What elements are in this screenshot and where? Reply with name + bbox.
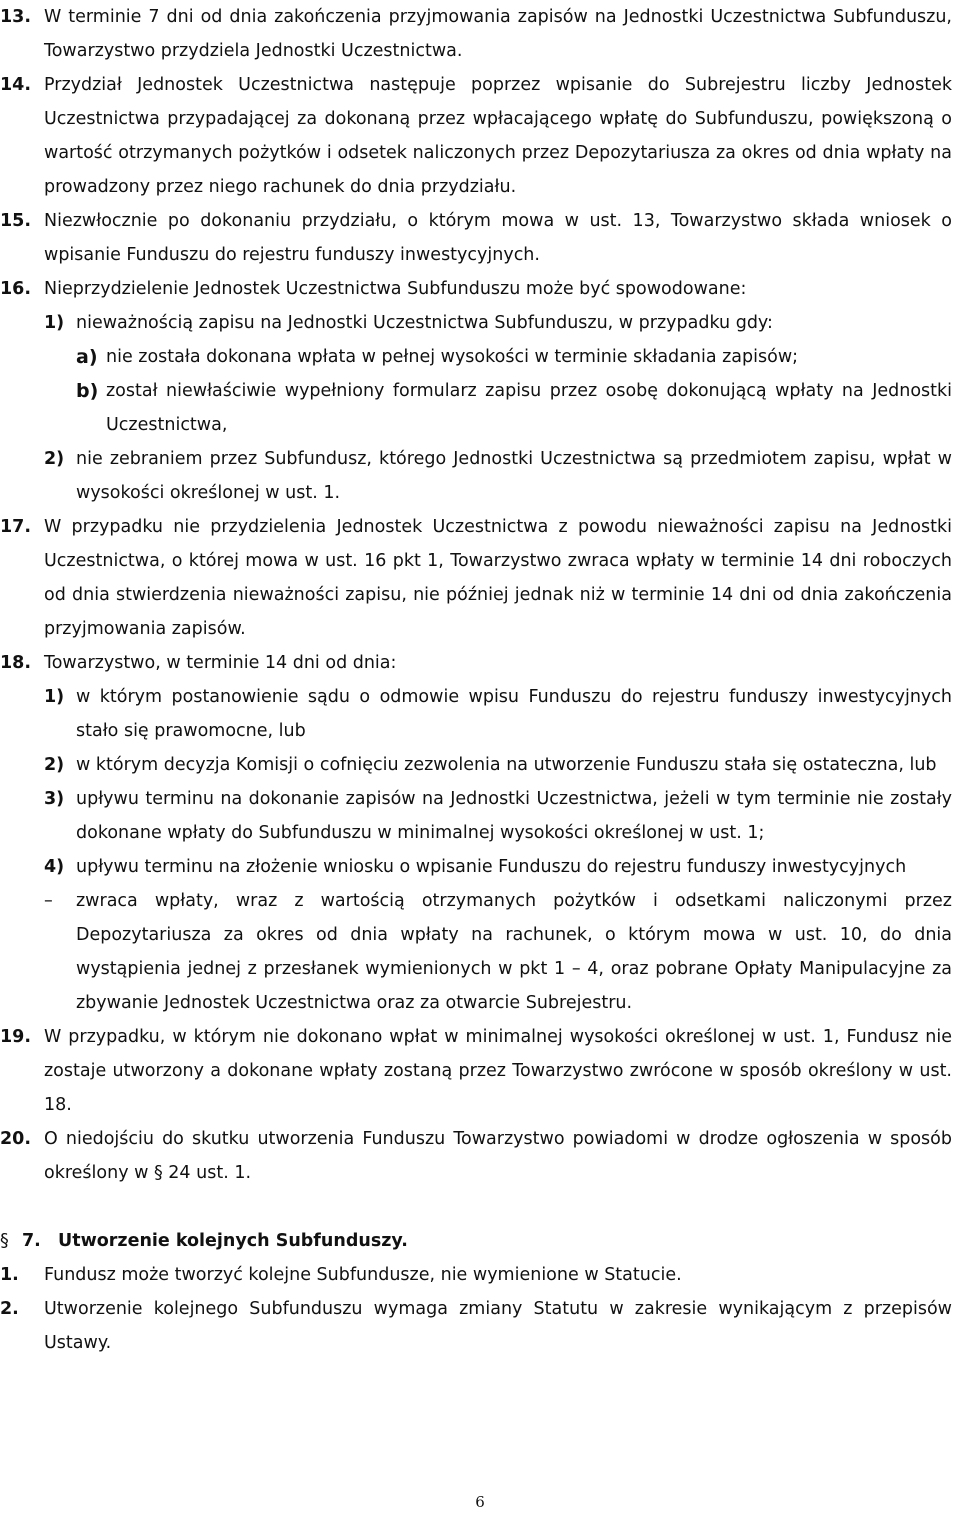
paragraph-16 <box>0 272 952 510</box>
list-item <box>0 850 952 884</box>
list-tail <box>0 884 952 1020</box>
list-item-text: nie zebraniem przez Subfundusz, którego Jednostki Uczestnictwa są przedmiotem zapisu, wpłat w wysokości określonej w ust. 1. <box>76 449 952 503</box>
paragraph-number: 15. <box>0 211 32 231</box>
list-item <box>0 782 952 850</box>
section-item-number: 2. <box>0 1299 19 1319</box>
section-item-text: Fundusz może tworzyć kolejne Subfundusze, nie wymienione w Statucie. <box>44 1265 682 1285</box>
section-item-text: Utworzenie kolejnego Subfunduszu wymaga zmiany Statutu w zakresie wynikającym z przepisów Ustawy. <box>44 1299 952 1353</box>
paragraph-number: 13. <box>0 7 32 27</box>
paragraph-text: Niezwłocznie po dokonaniu przydziału, o którym mowa w ust. 13, Towarzystwo składa wniosek o wpisanie Funduszu do rejestru funduszy inwestycyjnych. <box>44 211 952 265</box>
section-item <box>0 1258 952 1292</box>
paragraph-14 <box>0 68 952 204</box>
section-heading <box>0 1224 952 1258</box>
paragraph-20 <box>0 1122 952 1190</box>
paragraph-19 <box>0 1020 952 1122</box>
paragraph-13 <box>0 0 952 68</box>
list-tail-text: zwraca wpłaty, wraz z wartością otrzymanych pożytków i odsetkami naliczonymi przez Depozytariusza za okres od dnia wpłaty na rachunek, o którym mowa w ust. 10, do dnia wystąpienia jednej z przesłanek wymienionych w pkt 1 – 4, oraz pobrane Opłaty Manipulacyjne za zbywanie Jednostek Uczestnictwa oraz za otwarcie Subrejestru. <box>76 891 952 1013</box>
sub-list-item-text: został niewłaściwie wypełniony formularz zapisu przez osobę dokonującą wpłaty na Jednostki Uczestnictwa, <box>106 381 952 435</box>
sub-list-item-letter: a) <box>76 346 98 368</box>
sub-list-item <box>0 340 952 374</box>
paragraph-number: 20. <box>0 1129 32 1149</box>
paragraph-text: O niedojściu do skutku utworzenia Funduszu Towarzystwo powiadomi w drodze ogłoszenia w sposób określony w § 24 ust. 1. <box>44 1129 952 1183</box>
page-number: 6 <box>475 1493 485 1511</box>
list-item-number: 4) <box>44 857 65 877</box>
paragraph-text: W przypadku nie przydzielenia Jednostek Uczestnictwa z powodu nieważności zapisu na Jednostki Uczestnictwa, o której mowa w ust. 16 pkt 1, Towarzystwo zwraca wpłaty w terminie 14 dni roboczych od dnia stwierdzenia nieważności zapisu, nie później jednak niż w terminie 14 dni od dnia zakończenia przyjmowania zapisów. <box>44 517 952 639</box>
list-item <box>0 442 952 510</box>
list-item <box>0 680 952 748</box>
paragraph-number: 14. <box>0 75 32 95</box>
paragraph-text: W terminie 7 dni od dnia zakończenia przyjmowania zapisów na Jednostki Uczestnictwa Subfunduszu, Towarzystwo przydziela Jednostki Uczestnictwa. <box>44 7 952 61</box>
list-item-text: w którym decyzja Komisji o cofnięciu zezwolenia na utworzenie Funduszu stała się ostateczna, lub <box>76 755 937 775</box>
list-item-text: upływu terminu na złożenie wniosku o wpisanie Funduszu do rejestru funduszy inwestycyjnych <box>76 857 907 877</box>
list-item-number: 2) <box>44 755 65 775</box>
list-item-number: 3) <box>44 789 65 809</box>
list-item-number: 2) <box>44 449 65 469</box>
list-item-number: 1) <box>44 687 65 707</box>
paragraph-text: W przypadku, w którym nie dokonano wpłat w minimalnej wysokości określonej w ust. 1, Fundusz nie zostaje utworzony a dokonane wpłaty zostaną przez Towarzystwo zwrócone w sposób określony w ust. 18. <box>44 1027 952 1115</box>
section-item <box>0 1292 952 1360</box>
section-symbol: § <box>0 1231 9 1251</box>
paragraph-number: 16. <box>0 279 32 299</box>
paragraph-15 <box>0 204 952 272</box>
paragraph-text: Przydział Jednostek Uczestnictwa następuje poprzez wpisanie do Subrejestru liczby Jednostek Uczestnictwa przypadającej za dokonaną przez wpłacającego wpłatę do Subfunduszu, powiększoną o wartość otrzymanych pożytków i odsetek naliczonych przez Depozytariusza za okres od dnia wpłaty na prowadzony przez niego rachunek do dnia przydziału. <box>44 75 952 197</box>
paragraph-text: Towarzystwo, w terminie 14 dni od dnia: <box>44 653 397 673</box>
paragraph-text: Nieprzydzielenie Jednostek Uczestnictwa Subfunduszu może być spowodowane: <box>44 279 747 299</box>
list-item-text: upływu terminu na dokonanie zapisów na Jednostki Uczestnictwa, jeżeli w tym terminie nie zostały dokonane wpłaty do Subfunduszu w minimalnej wysokości określonej w ust. 1; <box>76 789 952 843</box>
section-title: Utworzenie kolejnych Subfunduszy. <box>58 1231 408 1251</box>
paragraph-number: 18. <box>0 653 32 673</box>
list-item-text: w którym postanowienie sądu o odmowie wpisu Funduszu do rejestru funduszy inwestycyjnych stało się prawomocne, lub <box>76 687 952 741</box>
paragraph-number: 17. <box>0 517 32 537</box>
list-item <box>0 306 952 340</box>
section-item-number: 1. <box>0 1265 19 1285</box>
paragraph-17 <box>0 510 952 646</box>
paragraph-18 <box>0 646 952 1020</box>
sub-list-item <box>0 374 952 442</box>
paragraph-number: 19. <box>0 1027 32 1047</box>
dash-marker: – <box>44 891 53 911</box>
list-item <box>0 748 952 782</box>
sub-list-item-text: nie została dokonana wpłata w pełnej wysokości w terminie składania zapisów; <box>106 347 799 367</box>
list-item-number: 1) <box>44 313 65 333</box>
list-item-text: nieważnością zapisu na Jednostki Uczestnictwa Subfunduszu, w przypadku gdy: <box>76 313 773 333</box>
section-number: 7. <box>22 1231 41 1251</box>
sub-list-item-letter: b) <box>76 380 99 402</box>
